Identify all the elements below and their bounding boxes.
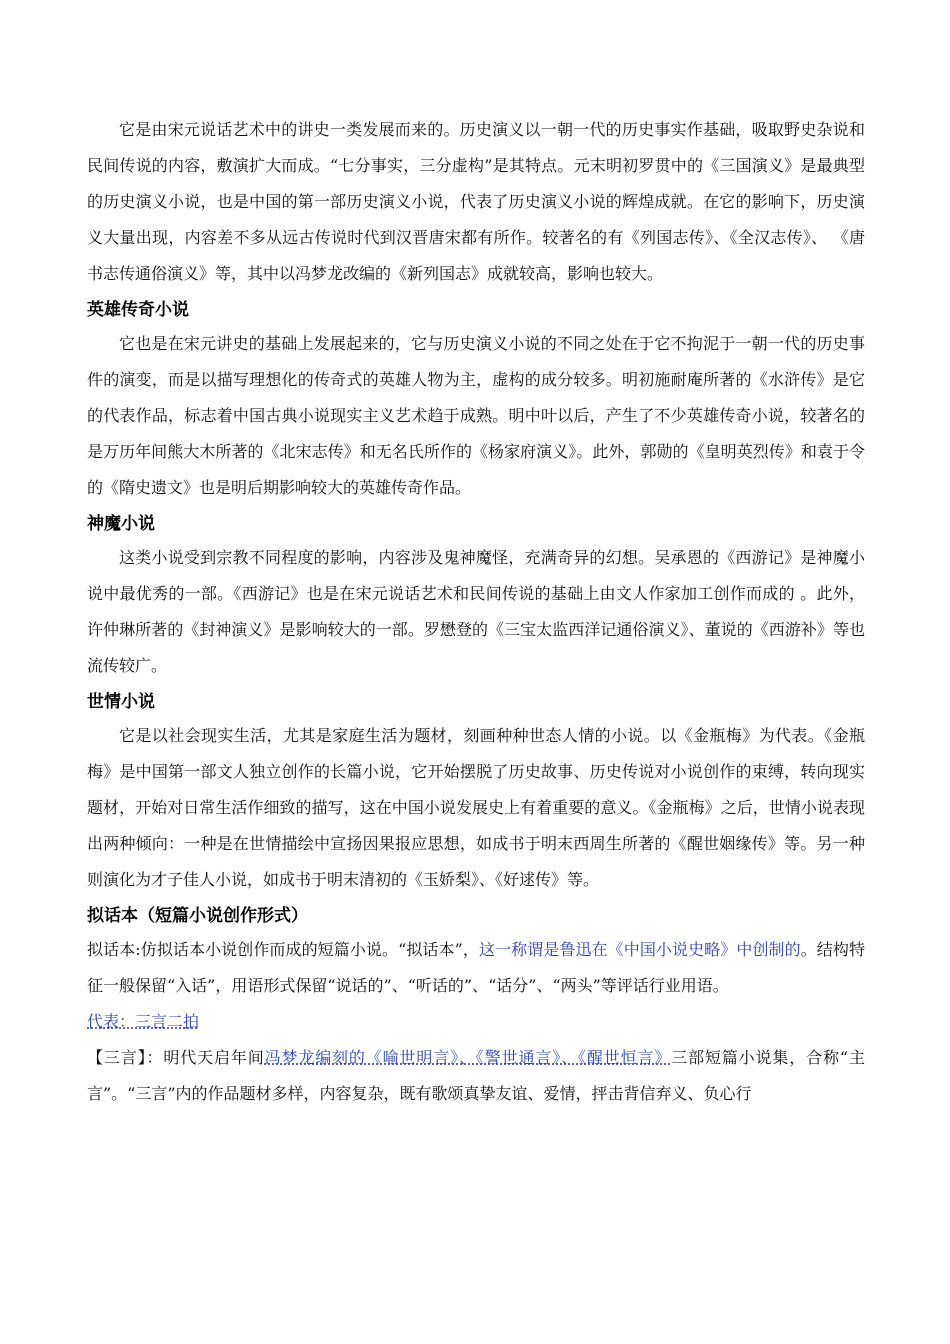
representative-works-link[interactable]: 代表：三言二拍 bbox=[87, 1012, 200, 1031]
gods-demons-novel-heading: 神魔小说 bbox=[87, 514, 155, 534]
sanyan-paragraph bbox=[87, 1040, 865, 1112]
sanyan-text-start: ：明代天启年间 bbox=[146, 1048, 265, 1067]
worldly-novel-heading: 世情小说 bbox=[87, 692, 155, 712]
nihuaben-heading: 拟话本（短篇小说创作形式） bbox=[87, 906, 308, 926]
sanyan-collections-link[interactable]: 冯梦龙编刻的《喻世明言》、《警世通言》、《醒世恒言》 bbox=[264, 1048, 672, 1067]
worldly-novel-paragraph: 它是以社会现实生活，尤其是家庭生活为题材，刻画种种世态人情的小说。以《金瓶梅》为代表。《金瓶梅》是中国第一部文人独立创作的长篇小说，它开始摆脱了历史故事、历史传说对小说创作的束缚，转向现实题材，开始对日常生活作细致的描写，这在中国小说发展史上有着重要的意义。《金瓶梅》之后，世情小说表现出两种倾向：一种是在世情描绘中宣扬因果报应思想，如成书于明末西周生所著的《醒世姻缘传》等。另一种则演化为才子佳人小说，如成书于明末清初的《玉娇梨》、《好逑传》等。 bbox=[87, 726, 865, 889]
lu-xun-reference-link[interactable]: 这一称谓是鲁迅在《中国小说史略》中创制的 bbox=[478, 940, 801, 959]
gods-demons-novel-paragraph: 这类小说受到宗教不同程度的影响，内容涉及鬼神魔怪，充满奇异的幻想。吴承恩的《西游记》是神魔小说中最优秀的一部。《西游记》也是在宋元说话艺术和民间传说的基础上由文人作家加工创作而成的 。此外，许仲琳所著的《封神演义》是影响较大的一部。罗懋登的《三宝太监西洋记通俗演义》、董说的《西游补》等也流传较广。 bbox=[87, 548, 865, 675]
historical-novel-paragraph: 它是由宋元说话艺术中的讲史一类发展而来的。历史演义以一朝一代的历史事实作基础，吸取野史杂说和民间传说的内容，敷演扩大而成。“七分事实，三分虚构”是其特点。元末明初罗贯中的《三国演义》是最典型的历史演义小说，也是中国的第一部历史演义小说，代表了历史演义小说的辉煌成就。在它的影响下，历史演义大量出现，内容差不多从远古传说时代到汉晋唐宋都有所作。较著名的有《列国志传》、《全汉志传》、 《唐书志传通俗演义》等，其中以冯梦龙改编的《新列国志》成就较高，影响也较大。 bbox=[87, 120, 865, 283]
nihuaben-definition-text: 拟话本:仿拟话本小说创作而成的短篇小说。“拟话本”， bbox=[87, 940, 479, 959]
document-page bbox=[87, 112, 865, 1112]
nihuaben-definition bbox=[87, 932, 865, 1004]
nihuaben-structure-text: 。结构特征一般保留“入话”，用语形式保留“说话的”、“听话的”、“话分”、“两头”等评话行业用语。 bbox=[87, 940, 865, 995]
sanyan-text-rest: 三部短篇小说集，合称“主言”。“三言”内的作品题材多样，内容复杂，既有歌颂真挚友谊、爱情，抨击背信弃义、负心行 bbox=[87, 1048, 865, 1103]
heroic-novel-paragraph: 它也是在宋元讲史的基础上发展起来的，它与历史演义小说的不同之处在于它不拘泥于一朝一代的历史事件的演变，而是以描写理想化的传奇式的英雄人物为主，虚构的成分较多。明初施耐庵所著的《水浒传》是它的代表作品，标志着中国古典小说现实主义艺术趋于成熟。明中叶以后，产生了不少英雄传奇小说，较著名的是万历年间熊大木所著的《北宋志传》和无名氏所作的《杨家府演义》。此外，郭勋的《皇明英烈传》和袁于令的《隋史遗文》也是明后期影响较大的英雄传奇作品。 bbox=[87, 334, 865, 497]
heroic-novel-heading: 英雄传奇小说 bbox=[87, 300, 189, 320]
representative-works bbox=[87, 1004, 865, 1040]
sanyan-label: 【三言】 bbox=[87, 1048, 147, 1067]
